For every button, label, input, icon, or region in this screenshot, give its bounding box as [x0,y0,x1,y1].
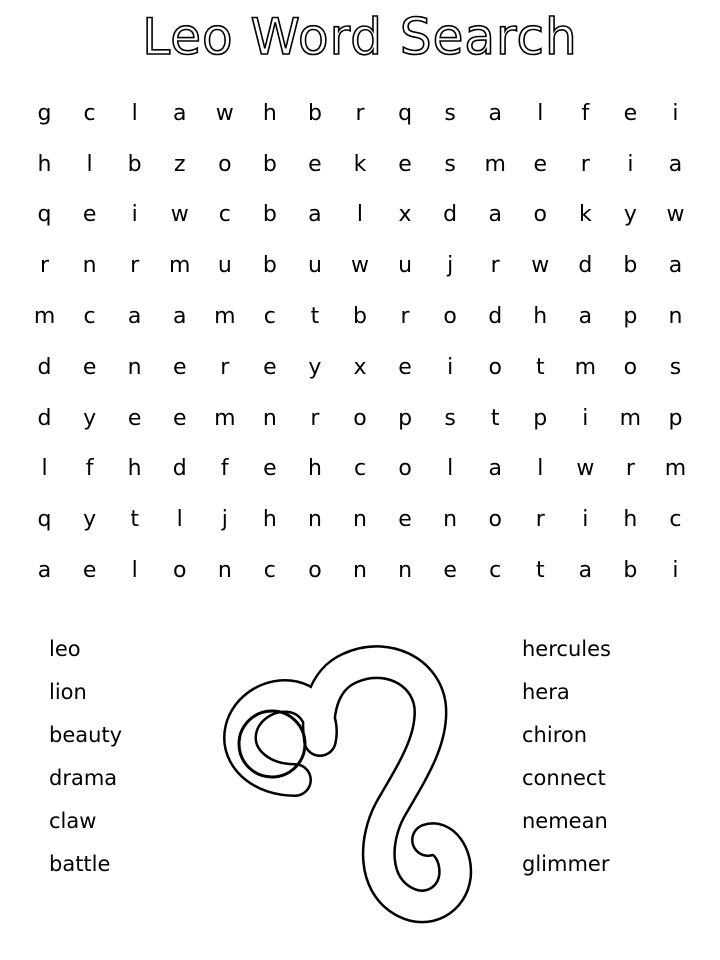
grid-letter: o [353,405,367,431]
grid-letter: w [666,202,685,228]
grid-letter: e [533,151,548,177]
grid-letter: d [578,253,593,279]
grid-letter: o [308,558,322,584]
grid-letter: u [217,253,232,279]
grid-letter: m [619,405,642,431]
grid-letter: y [308,354,322,380]
grid-letter: a [668,253,683,279]
grid-letter: d [37,405,52,431]
grid-letter: e [82,354,97,380]
grid-letter: r [625,456,635,482]
grid-letter: r [40,253,50,279]
grid-letter: e [398,354,412,380]
grid-letter: m [484,151,506,177]
grid-letter: y [83,507,97,533]
word-list-item: leo [49,637,81,661]
grid-letter: r [130,253,140,279]
grid-letter: t [535,558,545,584]
grid-letter: c [263,558,276,584]
grid-letter: l [131,558,138,584]
grid-letter: r [490,253,500,279]
grid-letter: p [398,405,413,431]
grid-letter: e [82,202,97,228]
word-list-item: beauty [49,723,123,747]
grid-letter: c [83,100,96,126]
grid-letter: q [398,100,413,126]
grid-letter: n [82,253,97,279]
grid-letter: u [398,253,413,279]
grid-letter: a [172,304,187,330]
grid-letter: o [398,456,412,482]
grid-letter: s [669,354,682,380]
grid-letter: a [37,558,52,584]
word-list-item: drama [49,766,118,790]
word-list-left [49,628,122,886]
grid-letter: r [580,151,590,177]
grid-letter: a [578,304,593,330]
grid-letter: p [623,304,638,330]
grid-letter: a [172,100,187,126]
grid-letter: b [262,151,277,177]
letter-grid [22,88,698,596]
grid-letter: w [576,456,595,482]
grid-letter: e [398,151,412,177]
grid-letter: h [262,507,277,533]
grid-letter: d [443,202,458,228]
grid-letter: t [310,304,320,330]
grid-letter: o [488,354,502,380]
grid-letter: c [353,456,367,482]
grid-letter: k [578,202,592,228]
grid-letter: i [627,151,634,177]
grid-letter: y [83,405,97,431]
grid-letter: z [173,151,186,177]
grid-letter: h [262,100,277,126]
grid-letter: m [574,354,597,380]
grid-letter: r [400,304,410,330]
grid-letter: h [307,456,322,482]
word-list-item: nemean [522,809,608,833]
grid-letter: f [220,456,229,482]
grid-letter: e [82,558,97,584]
grid-letter: f [85,456,94,482]
grid-letter: e [263,456,277,482]
grid-letter: h [37,151,52,177]
grid-letter: o [623,354,638,380]
grid-letter: e [398,507,412,533]
word-list-item: hercules [522,637,611,661]
grid-letter: e [443,558,457,584]
grid-letter: a [127,304,142,330]
grid-letter: o [443,304,457,330]
grid-letter: n [262,405,277,431]
grid-letter: t [130,507,139,533]
grid-letter: n [398,558,413,584]
grid-letter: e [623,100,638,126]
grid-letter: a [308,202,322,228]
grid-letter: b [307,100,322,126]
grid-letter: n [127,354,142,380]
grid-letter: o [533,202,547,228]
grid-letter: a [668,151,683,177]
grid-letter: l [41,456,48,482]
grid-letter: t [490,405,500,431]
grid-letter: c [263,304,276,330]
grid-letter: b [262,253,277,279]
grid-letter: n [307,507,322,533]
grid-letter: p [533,405,548,431]
grid-letter: p [668,405,683,431]
grid-letter: u [307,253,322,279]
grid-letter: e [127,405,142,431]
grid-letter: i [672,100,679,126]
grid-letter: x [353,354,367,380]
grid-letter: m [214,405,236,431]
grid-letter: d [488,304,503,330]
grid-letter: n [443,507,458,533]
grid-letter: b [353,304,367,330]
grid-letter: e [308,151,322,177]
grid-letter: n [668,304,683,330]
grid-letter: a [488,456,502,482]
grid-letter: s [444,405,456,431]
grid-letter: n [217,558,232,584]
grid-letter: b [623,253,638,279]
word-list-item: glimmer [522,852,610,876]
grid-letter: f [581,100,590,126]
grid-letter: r [355,100,365,126]
grid-letter: l [356,202,364,228]
word-list-item: lion [49,680,87,704]
grid-letter: c [489,558,502,584]
grid-letter: e [172,405,187,431]
grid-letter: d [172,456,187,482]
grid-letter: o [172,558,187,584]
grid-letter: i [582,507,589,533]
grid-letter: l [131,100,138,126]
grid-letter: h [623,507,638,533]
grid-letter: m [664,456,687,482]
grid-letter: l [537,456,544,482]
grid-letter: c [83,304,96,330]
grid-letter: i [582,405,589,431]
grid-letter: b [623,558,638,584]
grid-letter: i [672,558,679,584]
leo-zodiac-symbol-icon [200,640,490,930]
grid-letter: w [531,253,550,279]
grid-letter: o [218,151,232,177]
grid-letter: d [37,354,52,380]
grid-letter: o [488,507,502,533]
grid-letter: k [353,151,367,177]
grid-letter: l [176,507,183,533]
grid-letter: s [444,151,456,177]
grid-letter: r [535,507,545,533]
grid-letter: h [533,304,548,330]
grid-letter: t [535,354,545,380]
word-list-item: chiron [522,723,588,747]
grid-letter: b [127,151,142,177]
grid-letter: c [669,507,682,533]
word-list-item: connect [522,766,606,790]
grid-letter: r [310,405,320,431]
grid-letter: e [263,354,277,380]
grid-letter: e [172,354,187,380]
grid-letter: a [488,202,502,228]
word-list-item: hera [522,680,570,704]
grid-letter: i [131,202,138,228]
grid-letter: m [33,304,56,330]
grid-letter: x [398,202,412,228]
grid-letter: i [447,354,454,380]
grid-letter: s [444,100,456,126]
grid-letter: l [447,456,454,482]
grid-letter: h [127,456,142,482]
grid-letter: n [353,507,367,533]
grid-letter: b [262,202,277,228]
grid-letter: m [169,253,191,279]
grid-letter: w [170,202,189,228]
grid-letter: n [353,558,367,584]
word-list-item: claw [49,809,97,833]
grid-letter: a [578,558,593,584]
grid-letter: j [447,253,454,279]
word-list-item: battle [49,852,111,876]
grid-letter: r [220,354,230,380]
grid-letter: c [218,202,231,228]
grid-letter: w [350,253,369,279]
grid-letter: m [214,304,236,330]
word-list-right [522,628,611,886]
grid-letter: g [37,100,52,126]
page-title: Leo Word Search [142,8,578,66]
grid-letter: w [215,100,234,126]
grid-letter: y [623,202,637,228]
grid-letter: l [86,151,93,177]
grid-letter: a [488,100,502,126]
grid-letter: j [221,507,228,533]
grid-letter: q [37,507,52,533]
grid-letter: q [37,202,52,228]
grid-letter: l [537,100,544,126]
